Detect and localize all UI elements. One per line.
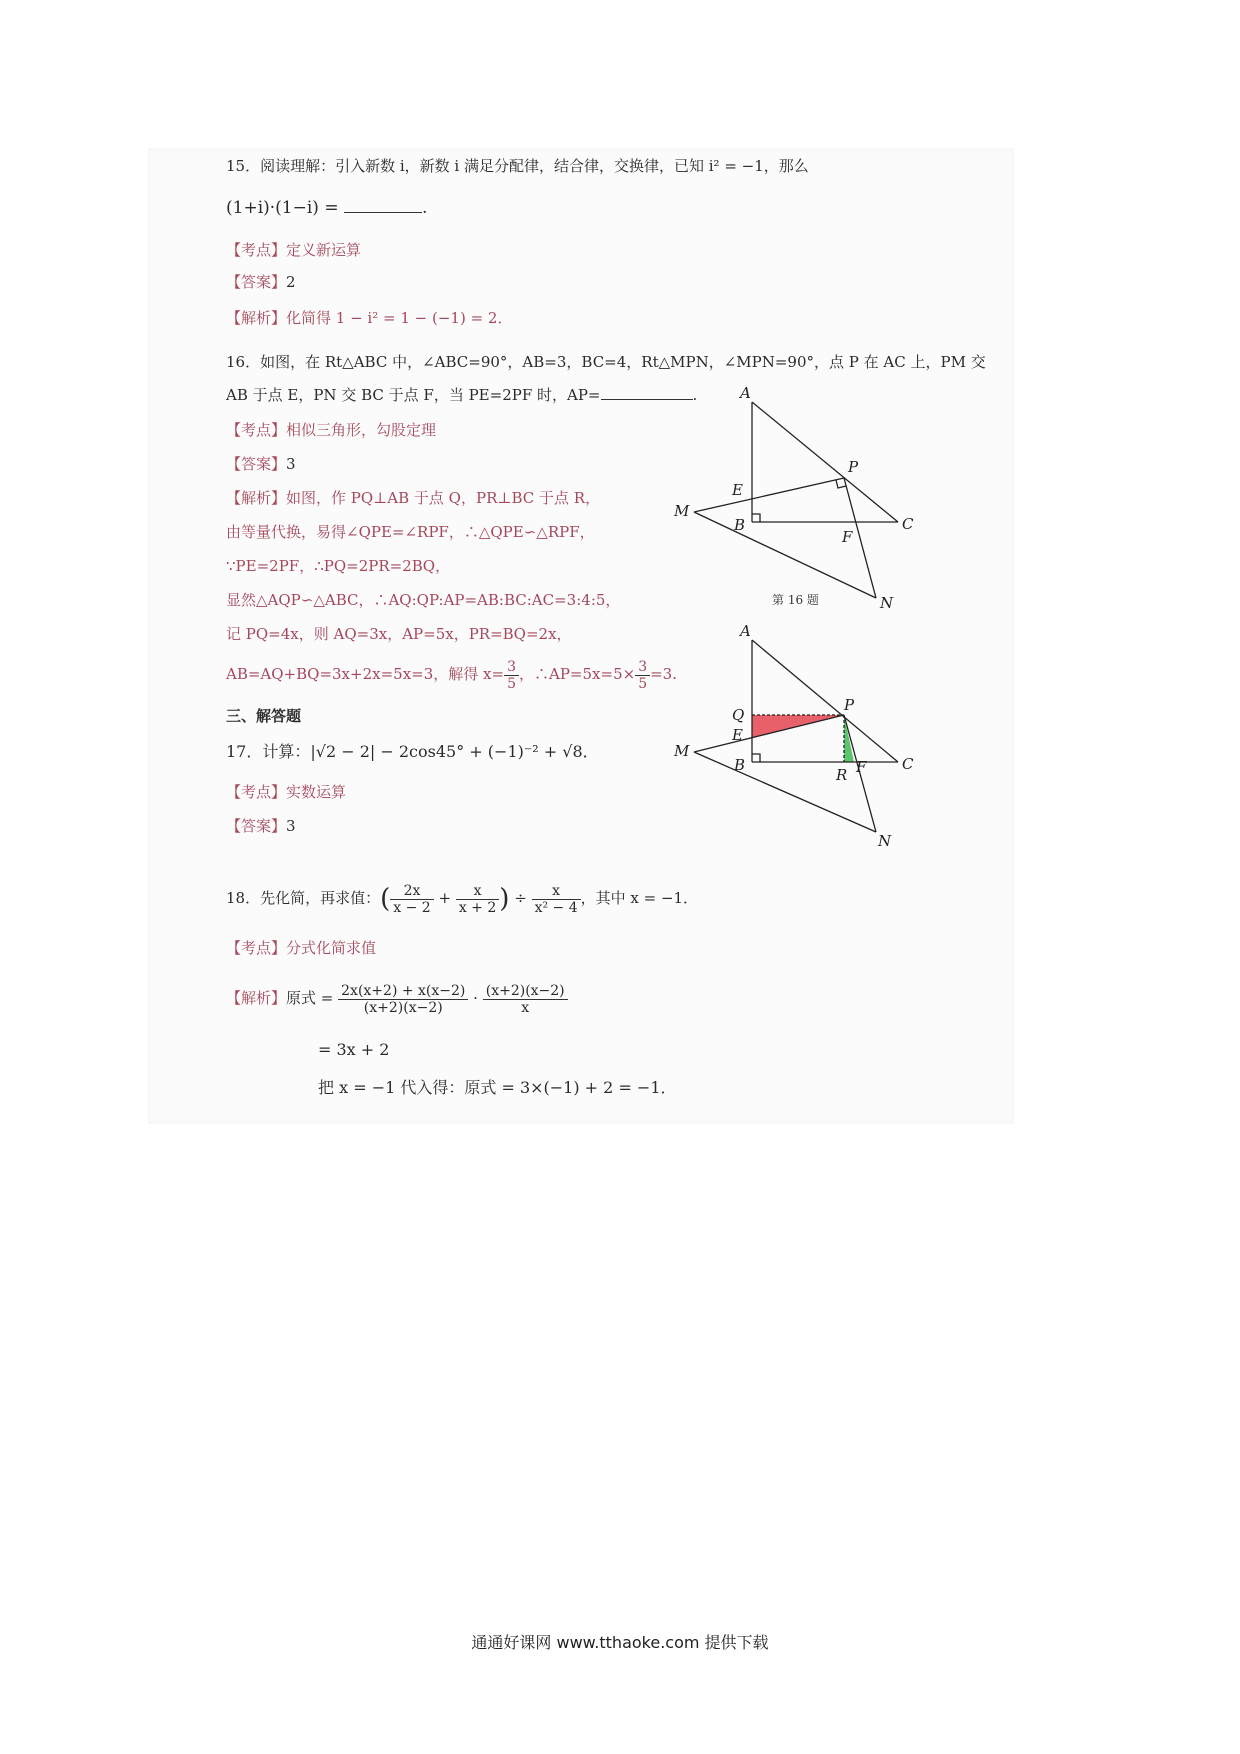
q16-jiexi-5: 记 PQ=4x，则 AQ=3x，AP=5x，PR=BQ=2x， — [226, 625, 572, 643]
label-E: E — [732, 726, 743, 744]
label-C: C — [902, 755, 914, 773]
label-F: F — [856, 758, 867, 776]
label-B: B — [734, 756, 746, 774]
label-E: E — [732, 481, 743, 499]
q16-stem-line2: AB 于点 E，PN 交 BC 于点 F，当 PE=2PF 时，AP= . — [226, 386, 698, 404]
q16-stem-line1: 16．如图，在 Rt△ABC 中，∠ABC=90°，AB=3，BC=4，Rt△MPN，∠MPN=90°，点 P 在 AC 上，PM 交 — [226, 353, 986, 371]
q17-answer: 【答案】3 — [226, 817, 296, 835]
q18-step3: 把 x = −1 代入得：原式 = 3×(−1) + 2 = −1． — [318, 1078, 677, 1097]
q15-kaodian: 【考点】定义新运算 — [226, 241, 362, 259]
segment-MN — [694, 512, 876, 598]
label-N: N — [878, 832, 892, 850]
figure-caption: 第 16 题 — [772, 593, 819, 607]
segment-MN — [694, 752, 876, 832]
q18-step2: = 3x + 2 — [318, 1040, 390, 1059]
q18-stem: 18．先化简，再求值：( $\frac{2x}{x - 2}$ + $\frac{x}{x + 2}$ ) ÷ $\frac{x}{\text{x² − 4}}$ ，其中 x = −1． — [226, 882, 699, 916]
q15-jiexi: 【解析】化简得 1 − i² = 1 − (−1) = 2． — [226, 309, 513, 327]
label-B: B — [734, 516, 746, 534]
label-R: R — [836, 766, 848, 784]
label-C: C — [902, 515, 914, 533]
q17-stem: 17．计算：|√2 − 2| − 2cos45° + (−1)⁻² + √8． — [226, 742, 599, 761]
q15-answer: 【答案】2 — [226, 273, 296, 291]
q16-jiexi-4: 显然△AQP∽△ABC，∴AQ:QP:AP=AB:BC:AC=3:4:5， — [226, 591, 621, 609]
q16-jiexi-6: AB=AQ+BQ=3x+2x=5x=3，解得 x= $\frac{3}{5}$ ，∴AP=5x=5× $\frac{3}{5}$ =3. — [226, 658, 677, 692]
label-A: A — [740, 622, 751, 640]
q18-kaodian: 【考点】分式化简求值 — [226, 939, 377, 957]
q17-kaodian: 【考点】实数运算 — [226, 783, 347, 801]
q16-figure-1 — [660, 380, 920, 610]
footer-watermark: 通通好课网 www.tthaoke.com 提供下载 — [471, 1633, 769, 1652]
segment-AC — [752, 640, 898, 762]
q18-jiexi: 【解析】原式 = $\frac{2x(x+2) + x(x-2)}{(x+2)(x-2)}$ · $\frac{(x+2)(x-2)}{x}$ — [226, 976, 568, 1020]
q16-jiexi-3: ∵PE=2PF，∴PQ=2PR=2BQ， — [226, 557, 451, 575]
q16-jiexi-1: 【解析】如图，作 PQ⊥AB 于点 Q，PR⊥BC 于点 R， — [226, 489, 601, 507]
label-M: M — [674, 502, 690, 520]
q16-figure-2 — [660, 620, 920, 850]
section-3-title: 三、解答题 — [226, 707, 302, 725]
label-M: M — [674, 742, 690, 760]
q15-expression: (1+i)·(1−i) = . — [226, 198, 428, 218]
right-angle-B — [752, 514, 760, 522]
right-angle-B — [752, 754, 760, 762]
label-P: P — [848, 458, 859, 476]
label-F: F — [842, 528, 853, 546]
segment-AC — [752, 402, 898, 522]
q16-kaodian: 【考点】相似三角形，勾股定理 — [226, 421, 437, 439]
q15-stem: 15．阅读理解：引入新数 i，新数 i 满足分配律，结合律，交换律，已知 i² = −1，那么 — [226, 157, 809, 175]
label-P: P — [844, 696, 855, 714]
label-Q: Q — [732, 706, 745, 724]
label-N: N — [880, 594, 894, 610]
segment-MP — [694, 478, 844, 512]
q16-answer: 【答案】3 — [226, 455, 296, 473]
q16-jiexi-2: 由等量代换，易得∠QPE=∠RPF，∴△QPE∽△RPF， — [226, 523, 595, 541]
label-A: A — [740, 384, 751, 402]
